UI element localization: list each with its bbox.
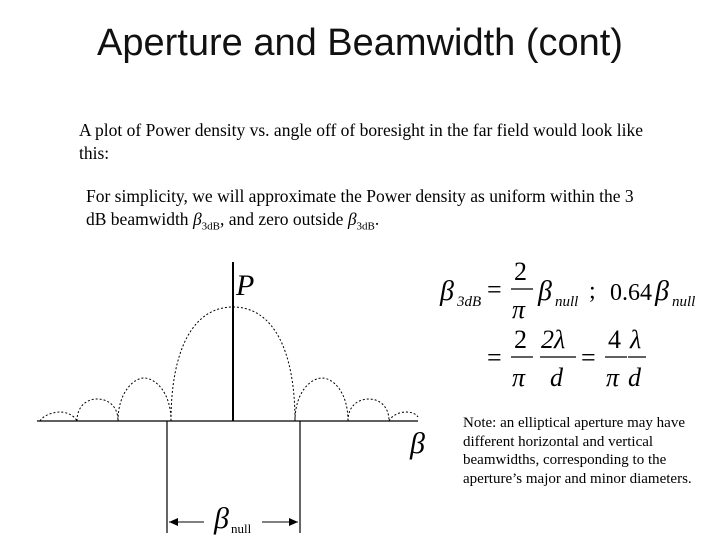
approx-text-end: . xyxy=(374,209,380,229)
beta-symbol: β xyxy=(192,209,202,229)
eq-coefficient: 0.64 xyxy=(610,280,652,306)
eq2-pi-2: π xyxy=(606,363,620,392)
intro-paragraph: A plot of Power density vs. angle off of boresight in the far field would look like this: xyxy=(79,120,643,163)
side-lobe-left-1 xyxy=(118,378,171,421)
beta-symbol: β xyxy=(347,209,357,229)
eq-sub-3db: 3dB xyxy=(457,294,482,310)
eq-numerator-2: 2 xyxy=(514,257,527,286)
beta-null-label: β xyxy=(214,502,229,535)
eq-separator: ; xyxy=(589,278,596,304)
beamwidth-equation xyxy=(439,257,695,324)
eq-pi: π xyxy=(512,295,526,324)
eq2-two-lambda: 2λ xyxy=(541,325,566,354)
eq2-equals-2: = xyxy=(581,343,596,372)
elliptical-aperture-note: Note: an elliptical aperture may have different horizontal and vertical beamwidths, corresponding to the aperture’s major and minor diameters. xyxy=(463,415,692,487)
eq-sub-null: null xyxy=(555,294,579,310)
eq2-equals: = xyxy=(487,343,502,372)
beamwidth-equation-expanded xyxy=(487,325,646,392)
eq-beta-null: β xyxy=(538,276,552,307)
eq-equals: = xyxy=(487,275,502,304)
eq2-d: d xyxy=(550,363,563,392)
null-arrowhead-right xyxy=(289,518,298,526)
side-lobe-left-3 xyxy=(40,412,77,421)
eq-beta-null-2: β xyxy=(655,276,669,307)
slide-title: Aperture and Beamwidth (cont) xyxy=(97,22,623,64)
null-arrowhead-left xyxy=(169,518,178,526)
angle-axis-label: β xyxy=(410,427,425,460)
eq2-numerator-4: 4 xyxy=(608,325,621,354)
approx-text-prefix: For simplicity, we will approximate the Power density as uniform within the 3 dB beamwidth xyxy=(86,186,634,229)
eq2-d-2: d xyxy=(628,363,641,392)
eq-beta-3db: β xyxy=(440,276,454,307)
side-lobe-right-3 xyxy=(389,412,418,421)
beta-subscript: 3dB xyxy=(201,220,220,233)
eq2-numerator-2: 2 xyxy=(514,325,527,354)
eq2-pi: π xyxy=(512,363,526,392)
beta-subscript: 3dB xyxy=(356,220,375,233)
beta-null-subscript: null xyxy=(231,521,252,536)
side-lobe-left-2 xyxy=(77,399,118,421)
eq-sub-null-2: null xyxy=(672,294,696,310)
side-lobe-right-2 xyxy=(348,399,389,421)
eq2-lambda: λ xyxy=(630,325,642,354)
power-axis-label: P xyxy=(236,269,255,302)
side-lobe-right-1 xyxy=(295,378,348,421)
approx-text-mid: , and zero outside xyxy=(220,209,348,229)
